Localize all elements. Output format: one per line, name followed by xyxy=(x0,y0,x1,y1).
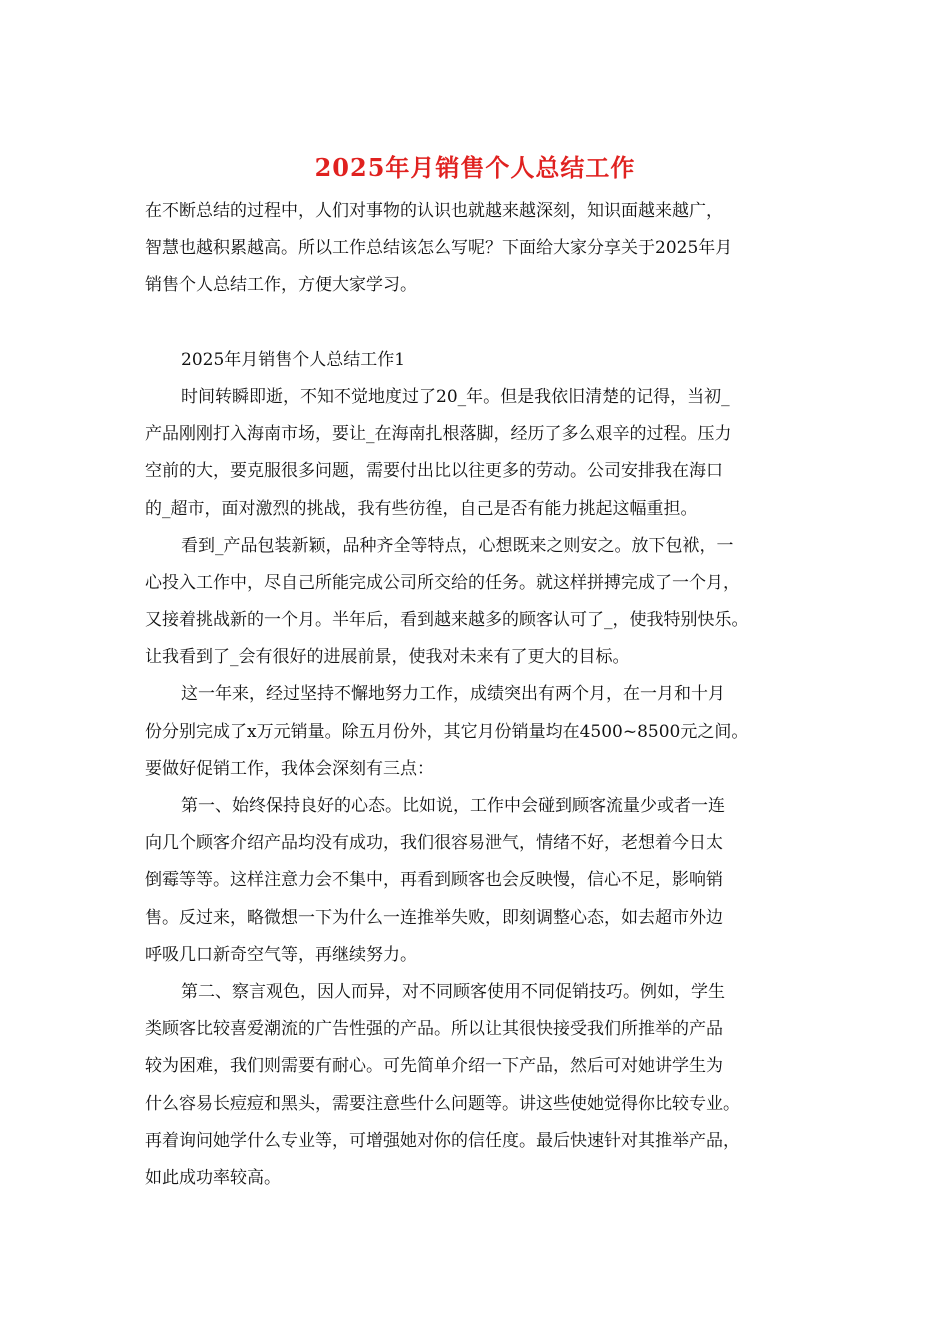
paragraph-line: 较为困难，我们则需要有耐心。可先简单介绍一下产品，然后可对她讲学生为 xyxy=(145,1056,723,1077)
intro-line: 智慧也越积累越高。所以工作总结该怎么写呢？下面给大家分享关于2025年月 xyxy=(145,238,733,259)
paragraph-line: 向几个顾客介绍产品均没有成功，我们很容易泄气，情绪不好，老想着今日太 xyxy=(145,833,723,854)
paragraph-gap xyxy=(145,305,815,342)
intro-line: 在不断总结的过程中，人们对事物的认识也就越来越深刻，知识面越来越广， xyxy=(145,201,723,221)
paragraph-line: 让我看到了_会有很好的进展前景，使我对未来有了更大的目标。 xyxy=(145,647,630,668)
document-body xyxy=(145,193,815,1197)
paragraph-line: 这一年来，经过坚持不懈地努力工作，成绩突出有两个月，在一月和十月 xyxy=(181,684,725,705)
paragraph-line: 又接着挑战新的一个月。半年后，看到越来越多的顾客认可了_，使我特别快乐。 xyxy=(145,610,749,631)
paragraph-line: 的_超市，面对激烈的挑战，我有些彷徨，自己是否有能力挑起这幅重担。 xyxy=(145,498,698,519)
paragraph-line: 产品刚刚打入海南市场，要让_在海南扎根落脚，经历了多么艰辛的过程。压力 xyxy=(145,424,732,445)
section-heading: 2025年月销售个人总结工作1 xyxy=(181,349,406,370)
paragraph-line: 类顾客比较喜爱潮流的广告性强的产品。所以让其很快接受我们所推举的产品 xyxy=(145,1019,723,1040)
paragraph-line: 要做好促销工作，我体会深刻有三点： xyxy=(145,758,434,779)
paragraph-line: 如此成功率较高。 xyxy=(145,1167,281,1188)
paragraph-line: 呼吸几口新奇空气等，再继续努力。 xyxy=(145,944,417,965)
paragraph-line: 售。反过来，略微想一下为什么一连推举失败，即刻调整心态，如去超市外边 xyxy=(145,907,723,928)
paragraph-line: 第二、察言观色，因人而异，对不同顾客使用不同促销技巧。例如，学生 xyxy=(181,981,725,1002)
paragraph-line: 时间转瞬即逝，不知不觉地度过了20_年。但是我依旧清楚的记得，当初_ xyxy=(181,386,730,407)
paragraph-line: 看到_产品包装新颖，品种齐全等特点，心想既来之则安之。放下包袱，一 xyxy=(181,535,734,556)
paragraph-line: 倒霉等等。这样注意力会不集中，再看到顾客也会反映慢，信心不足，影响销 xyxy=(145,870,723,891)
intro-line: 销售个人总结工作，方便大家学习。 xyxy=(145,275,417,296)
paragraph-line: 份分别完成了x万元销量。除五月份外，其它月份销量均在4500~8500元之间。 xyxy=(145,721,749,742)
paragraph-line: 再着询问她学什么专业等，可增强她对你的信任度。最后快速针对其推举产品， xyxy=(145,1130,740,1151)
paragraph-line: 空前的大，要克服很多问题，需要付出比以往更多的劳动。公司安排我在海口 xyxy=(145,461,723,482)
paragraph-line: 心投入工作中，尽自己所能完成公司所交给的任务。就这样拼搏完成了一个月， xyxy=(145,572,740,593)
paragraph-line: 第一、始终保持良好的心态。比如说，工作中会碰到顾客流量少或者一连 xyxy=(181,796,725,816)
document-title: 2025年月销售个人总结工作 xyxy=(314,153,636,182)
paragraph-line: 什么容易长痘痘和黑头，需要注意些什么问题等。讲这些使她觉得你比较专业。 xyxy=(145,1093,740,1114)
